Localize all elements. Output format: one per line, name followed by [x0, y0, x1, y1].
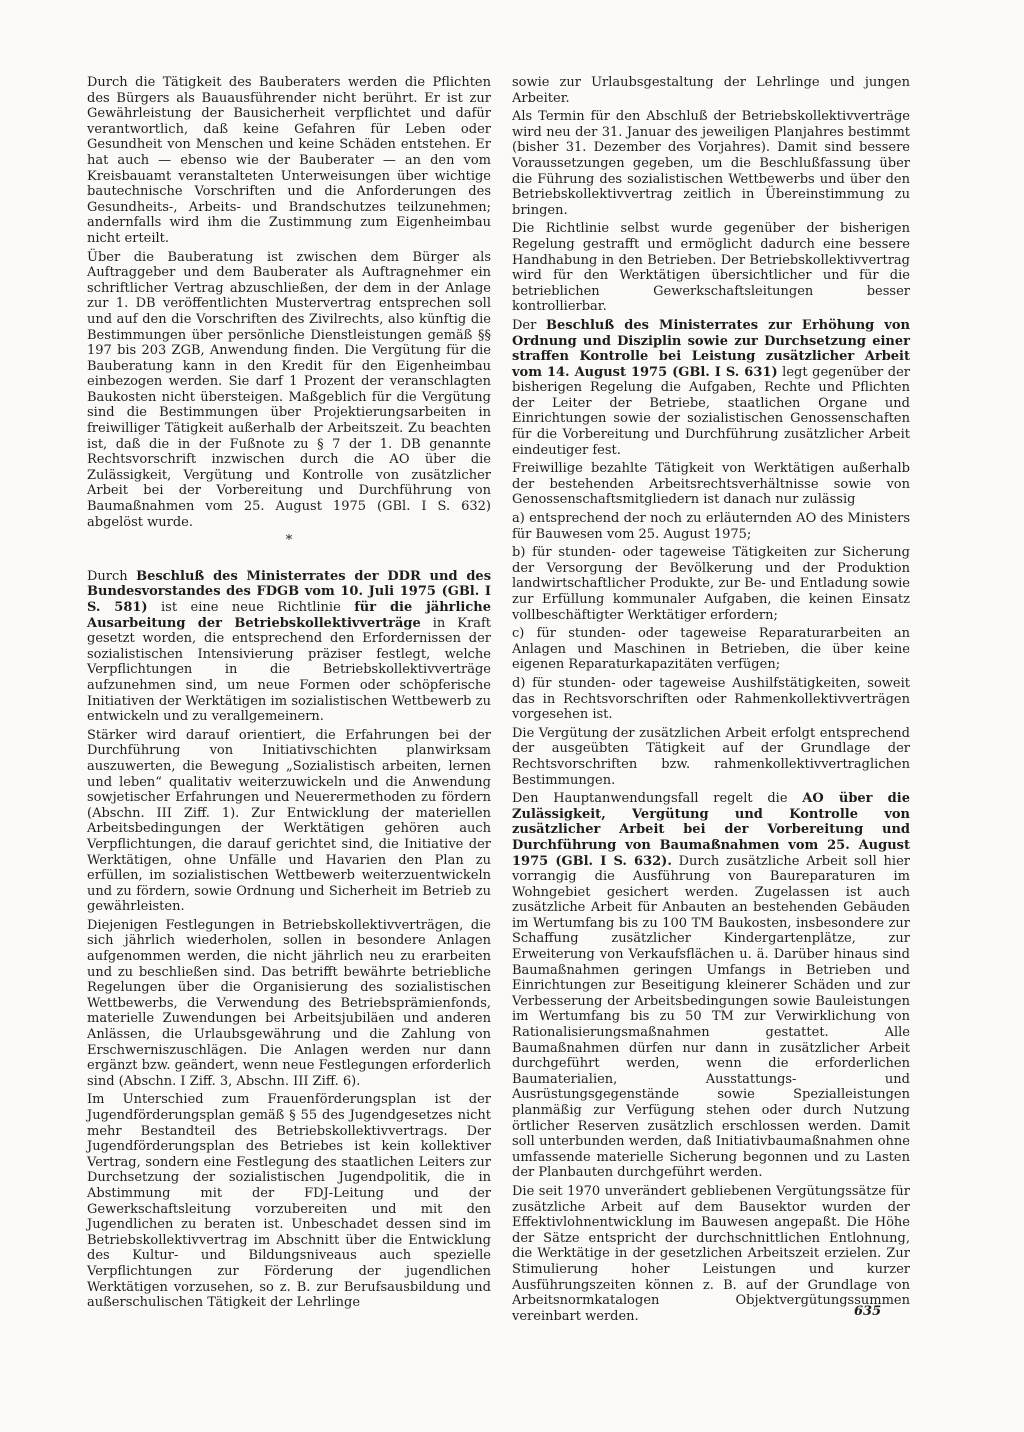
list-item: b) für stunden- oder tageweise Tätigkeiten zur Sicherung der Versorgung der Bevölkerung und der Produktion landwirtschaftlicher Produkte, zur Be- und Entladung sowie zur Erfüllung kommunaler Aufgaben, die keinen Einsatz vollbeschäftigter Werktätiger erfordern;	[512, 545, 910, 623]
paragraph: Die Richtlinie selbst wurde gegenüber der bisherigen Regelung gestrafft und ermöglicht dadurch eine bessere Handhabung in den Betrieben. Der Betriebskollektivvertrag wird für den Werktätigen übersichtlicher und für die betrieblichen Gewerkschaftsleitungen besser kontrollierbar.	[512, 221, 910, 315]
paragraph	[512, 791, 910, 1181]
page-number: 635	[854, 1304, 882, 1319]
right-column	[512, 75, 910, 1327]
text-run: Durch	[87, 568, 137, 584]
bold-reference: Beschluß des Ministerrates der DDR und des Bundesvorstandes des FDGB vom 10. Juli 1975 (GBl. I S. 581)	[87, 568, 492, 615]
paragraph: Freiwillige bezahlte Tätigkeit von Werktätigen außerhalb der bestehenden Arbeitsrechtsverhältnisse sowie von Genossenschaftsmitgliedern ist danach nur zulässig	[512, 461, 910, 508]
paragraph: Die seit 1970 unverändert gebliebenen Vergütungssätze für zusätzliche Arbeit auf dem Bausektor wurden der Effektivlohnentwicklung im Bauwesen angepaßt. Die Höhe der Sätze entspricht der durchschnittlichen Entlohnung, die Werktätige in der gesetzlichen Arbeitszeit erzielen. Zur Stimulierung hoher Leistungen und kurzer Ausführungszeiten können z. B. auf der Grundlage von Arbeitsnormkatalogen Objektvergütungssummen vereinbart werden.	[512, 1183, 910, 1324]
paragraph: Diejenigen Festlegungen in Betriebskollektivverträgen, die sich jährlich wiederholen, sollen in besondere Anlagen aufgenommen werden, die nicht jährlich neu zu erarbeiten und zu beschließen sind. Das betrifft bewährte betriebliche Regelungen über die Organisierung des sozialistischen Wettbewerbs, die Verwendung des Betriebsprämienfonds, materielle Zuwendungen bei Arbeitsjubiläen und anderen Anlässen, die Urlaubsgewährung und die Zahlung von Erschwerniszuschlägen. Die Anlagen werden nur dann ergänzt bzw. geändert, wenn neue Festlegungen erforderlich sind (Abschn. I Ziff. 3, Abschn. III Ziff. 6).	[87, 917, 491, 1089]
paragraph	[512, 318, 910, 458]
text-run: Durch zusätzliche Arbeit soll hier vorrangig die Ausführung von Baureparaturen im Wohngebiet gesichert werden. Zugelassen ist auch zusätzliche Arbeit für Anbauten an bestehenden Gebäuden im Wertumfang bis zu 100 TM Baukosten, insbesondere zur Schaffung zusätzlicher Kindergartenplätze, zur Erweiterung von Verkaufsflächen u. ä. Darüber hinaus sind Baumaßnahmen geringen Umfangs in Betrieben und Einrichtungen zur Beseitigung kleinerer Schäden und zur Verbesserung der Arbeitsbedingungen sowie Bauleistungen im Wertumfang bis zu 50 TM zur Verwirklichung von Rationalisierungsmaßnahmen gestattet. Alle Baumaßnahmen dürfen nur dann in zusätzlicher Arbeit durchgeführt werden, wenn die erforderlichen Baumaterialien, Ausstattungs- und Ausrüstungsgegenstände sowie Spezialleistungen planmäßig zur Verfügung stehen oder durch Nutzung örtlicher Reserven zusätzlich erschlossen werden. Damit soll unterbunden werden, daß Initiativbaumaßnahmen ohne umfassende materielle Sicherung begonnen und zu Lasten der Planbauten durchgeführt werden.	[512, 853, 910, 1181]
text-run: Den Hauptanwendungsfall regelt die	[512, 791, 803, 807]
list-item: c) für stunden- oder tageweise Reparaturarbeiten an Anlagen und Maschinen in Betrieben, die über keine eigenen Reparaturkapazitäten verfügen;	[512, 626, 910, 673]
text-run: legt gegenüber der bisherigen Regelung die Aufgaben, Rechte und Pflichten der Leiter der Betriebe, staatlichen Organe und Einrichtungen sowie der sozialistischen Genossenschaften für die Vorbereitung und Durchführung zusätzlicher Arbeit eindeutiger fest.	[512, 364, 910, 458]
paragraph	[87, 569, 491, 725]
list-item: d) für stunden- oder tageweise Aushilfstätigkeiten, soweit das in Rechtsvorschriften oder Rahmenkollektivverträgen vorgesehen ist.	[512, 675, 910, 723]
paragraph: Durch die Tätigkeit des Bauberaters werden die Pflichten des Bürgers als Bauausführender nicht berührt. Er ist zur Gewährleistung der Bausicherheit verpflichtet und dafür verantwortlich, daß keine Gefahren für Leben oder Gesundheit von Menschen und keine Schäden entstehen. Er hat auch — ebenso wie der Bauberater — an den vom Kreisbauamt veranstalteten Unterweisungen über wichtige bautechnische Vorschriften und die Anforderungen des Gesundheits-, Arbeits- und Brandschutzes teilzunehmen; andernfalls wird ihm die Zustimmung zum Eigenheimbau nicht erteilt.	[87, 75, 491, 246]
paragraph: sowie zur Urlaubsgestaltung der Lehrlinge und jungen Arbeiter.	[512, 75, 910, 106]
list-item: a) entsprechend der noch zu erläuternden AO des Ministers für Bauwesen vom 25. August 1975;	[512, 511, 910, 542]
left-column	[87, 75, 491, 1314]
paragraph: Über die Bauberatung ist zwischen dem Bürger als Auftraggeber und dem Bauberater als Auftragnehmer ein schriftlicher Vertrag abzuschließen, der dem in der Anlage zur 1. DB veröffentlichten Mustervertrag entsprechen soll und auf den die Vorschriften des Zivilrechts, also künftig die Bestimmungen über persönliche Dienstleistungen gemäß §§ 197 bis 203 ZGB, Anwendung finden. Die Vergütung für die Bauberatung kann in den Kredit für den Eigenheimbau einbezogen werden. Sie darf 1 Prozent der veranschlagten Baukosten nicht übersteigen. Maßgeblich für die Vergütung sind die Bestimmungen über Projektierungsarbeiten in freiwilliger Tätigkeit außerhalb der Arbeitszeit. Zu beachten ist, daß die in der Fußnote zu § 7 der 1. DB genannte Rechtsvorschrift inzwischen durch die AO über die Zulässigkeit, Vergütung und Kontrolle von zusätzlicher Arbeit bei der Vorbereitung und Durchführung von Baumaßnahmen vom 25. August 1975 (GBl. I S. 632) abgelöst wurde.	[87, 249, 491, 530]
bold-reference: Beschluß des Ministerrates zur Erhöhung von Ordnung und Disziplin sowie zur Durchsetzung einer straffen Kontrolle bei Leistung zusätzlicher Arbeit vom 14. August 1975 (GBl. I S. 631)	[512, 317, 910, 380]
bold-reference: für die jährliche Ausarbeitung der Betriebskollektivverträge	[87, 600, 492, 631]
text-run: ist eine neue Richtlinie	[147, 600, 355, 615]
bold-reference: AO über die Zulässigkeit, Vergütung und Kontrolle von zusätzlicher Arbeit bei der Vorbereitung und Durchführung von Baumaßnahmen vom 25. August 1975 (GBl. I S. 632).	[512, 791, 910, 869]
paragraph: Stärker wird darauf orientiert, die Erfahrungen bei der Durchführung von Initiativschichten planwirksam auszuwerten, die Bewegung „Sozialistisch arbeiten, lernen und leben“ qualitativ weiterzuwickeln und die Anwendung sowjetischer Erfahrungen und Neuerermethoden zu fördern (Abschn. III Ziff. 1). Zur Entwicklung der materiellen Arbeitsbedingungen der Werktätigen gehören auch Verpflichtungen, die darauf gerichtet sind, die Initiative der Werktätigen, ohne Unfälle und Havarien den Plan zu erfüllen, im sozialistischen Wettbewerb weiterzuentwickeln und zu fördern, sowie Ordnung und Sicherheit im Betrieb zu gewährleisten.	[87, 727, 491, 915]
section-separator: *	[285, 533, 293, 549]
paragraph: Als Termin für den Abschluß der Betriebskollektivverträge wird neu der 31. Januar des jeweiligen Planjahres bestimmt (bisher 31. Dezember des Vorjahres). Damit sind bessere Voraussetzungen gegeben, um die Beschlußfassung über die Führung des sozialistischen Wettbewerbs und über den Betriebskollektivvertrag zeitlich in Übereinstimmung zu bringen.	[512, 109, 910, 218]
text-run: Der	[512, 317, 547, 333]
paragraph: Im Unterschied zum Frauenförderungsplan ist der Jugendförderungsplan gemäß § 55 des Jugendgesetzes nicht mehr Bestandteil des Betriebskollektivvertrags. Der Jugendförderungsplan des Betriebes ist kein kollektiver Vertrag, sondern eine Festlegung des staatlichen Leiters zur Durchsetzung der sozialistischen Jugendpolitik, die in Abstimmung mit der FDJ-Leitung und der Gewerkschaftsleitung vorzubereiten und mit den Jugendlichen zu beraten ist. Unbeschadet dessen sind im Betriebskollektivvertrag im Abschnitt über die Entwicklung des Kultur- und Bildungsniveaus auch spezielle Verpflichtungen zur Förderung der jugendlichen Werktätigen vorzusehen, so z. B. zur Berufsausbildung und außerschulischen Tätigkeit der Lehrlinge	[87, 1092, 491, 1311]
text-run: in Kraft gesetzt worden, die entsprechend den Erfordernissen der sozialistischen Intensivierung präziser festlegt, welche Verpflichtungen in die Betriebskollektivverträge aufzunehmen sind, um neue Formen oder schöpferische Initiativen der Werktätigen im sozialistischen Wettbewerb zu entwickeln und zu verallgemeinern.	[87, 615, 491, 725]
paragraph: Die Vergütung der zusätzlichen Arbeit erfolgt entsprechend der ausgeübten Tätigkeit auf der Grundlage der Rechtsvorschriften bzw. rahmenkollektivvertraglichen Bestimmungen.	[512, 725, 910, 788]
